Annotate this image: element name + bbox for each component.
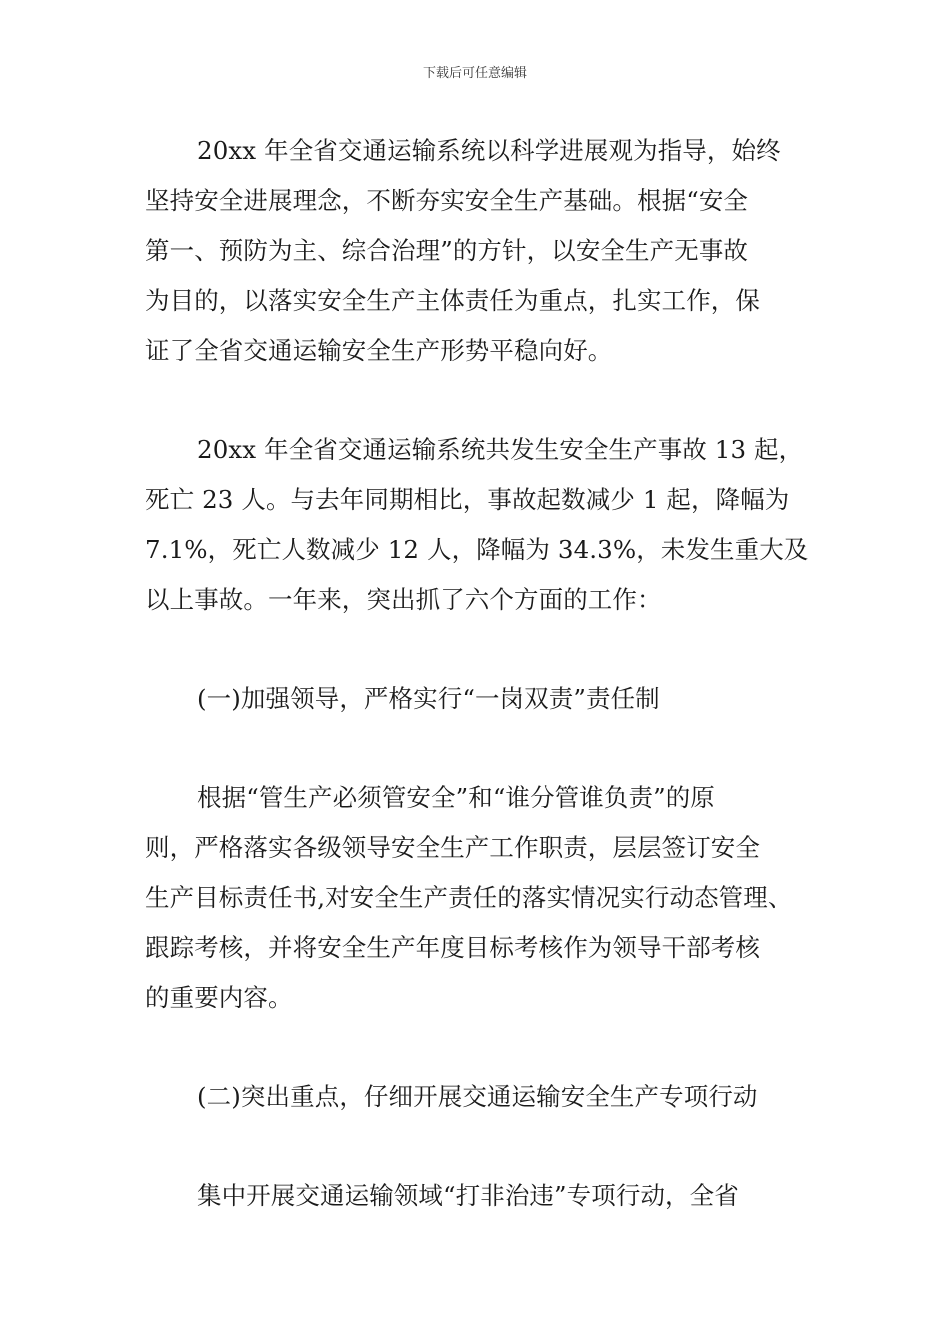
section-heading-1: (一)加强领导，严格实行“一岗双责”责任制	[197, 684, 660, 713]
paragraph-spacer	[145, 1023, 817, 1072]
paragraph-spacer	[145, 724, 817, 773]
paragraph-spacer	[145, 1122, 817, 1171]
paragraph-spacer	[145, 625, 817, 674]
document-body	[145, 126, 817, 1221]
page-header-note: 下载后可任意编辑	[422, 66, 527, 81]
paragraph-section-1: 根据“管生产必须管安全”和“谁分管谁负责”的原 则，严格落实各级领导安全生产工作职责，层层签订安全 生产目标责任书,对安全生产责任的落实情况实行动态管理、 跟踪考核，并将安全生产年度目标考核作为领导干部考核 的重要内容。	[145, 783, 793, 1012]
section-heading-2: (二)突出重点，仔细开展交通运输安全生产专项行动	[197, 1082, 758, 1111]
paragraph-intro: 20xx 年全省交通运输系统以科学进展观为指导，始终 坚持安全进展理念，不断夯实安全生产基础。根据“安全 第一、预防为主、综合治理”的方针，以安全生产无事故 为目的，以落实安全生产主体责任为重点，扎实工作，保 证了全省交通运输安全生产形势平稳向好。	[145, 136, 781, 365]
paragraph-section-2: 集中开展交通运输领域“打非治违”专项行动，全省	[197, 1181, 739, 1210]
paragraph-statistics: 20xx 年全省交通运输系统共发生安全生产事故 13 起， 死亡 23 人。与去年同期相比，事故起数减少 1 起，降幅为 7.1%，死亡人数减少 12 人，降幅为 34.3%，未发生重大及 以上事故。一年来，突出抓了六个方面的工作：	[145, 435, 809, 614]
paragraph-spacer	[145, 376, 817, 425]
